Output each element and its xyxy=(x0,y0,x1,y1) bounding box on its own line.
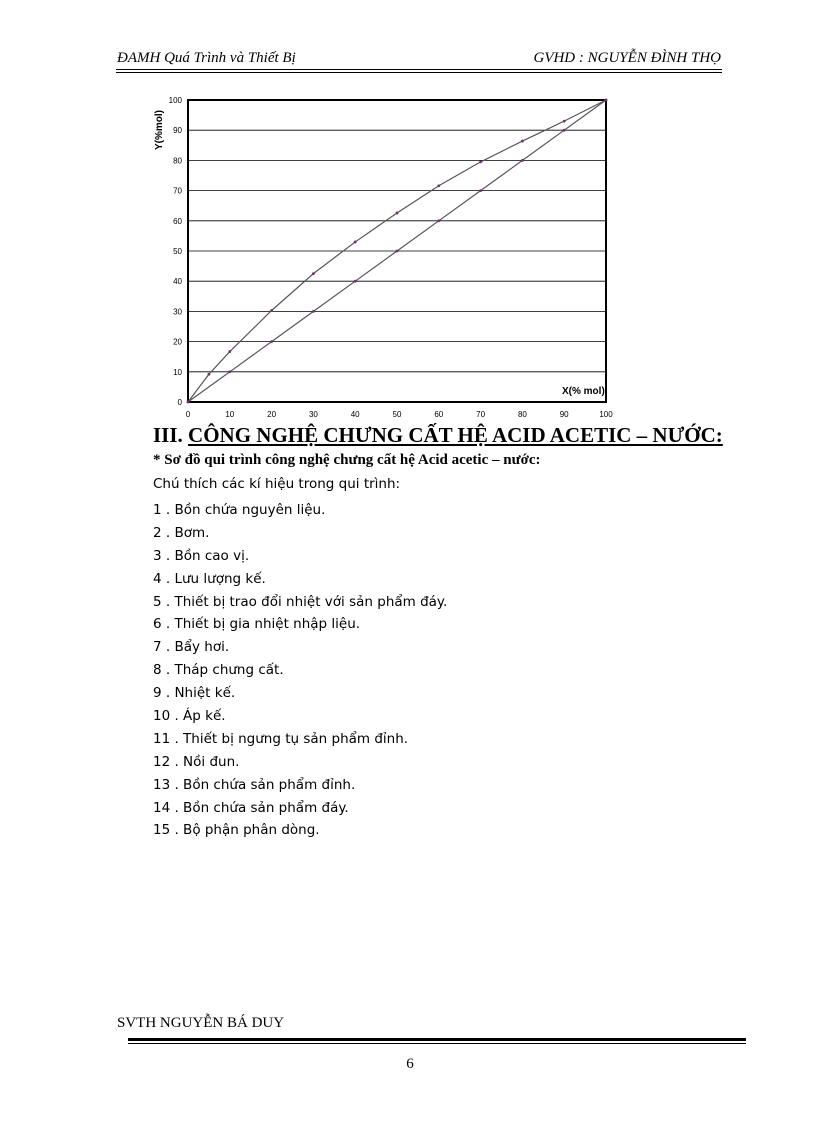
data-point xyxy=(270,309,273,312)
page-header xyxy=(117,50,721,70)
x-tick-label: 90 xyxy=(559,410,569,419)
header-instructor: GVHD : NGUYỄN ĐÌNH THỌ xyxy=(533,50,721,66)
data-point xyxy=(563,129,566,132)
footer-rule xyxy=(128,1038,746,1041)
data-point xyxy=(270,340,273,343)
legend-item: 13 . Bồn chứa sản phẩm đỉnh. xyxy=(153,776,356,793)
legend-item: 5 . Thiết bị trao đổi nhiệt với sản phẩm đáy. xyxy=(153,593,448,610)
legend-item: 6 . Thiết bị gia nhiệt nhập liệu. xyxy=(153,616,361,633)
legend-item: 4 . Lưu lượng kế. xyxy=(153,570,266,587)
legend-item: 14 . Bồn chứa sản phẩm đáy. xyxy=(153,799,349,816)
data-point xyxy=(208,373,211,376)
y-tick-label: 90 xyxy=(173,126,182,136)
legend-item: 10 . Áp kế. xyxy=(153,708,226,725)
section-heading xyxy=(153,423,723,448)
x-tick-label: 60 xyxy=(434,410,444,419)
legend-list xyxy=(153,499,447,842)
y-tick-label: 60 xyxy=(173,216,182,226)
data-point xyxy=(605,99,608,102)
data-point xyxy=(563,120,566,123)
header-rule xyxy=(116,72,722,73)
x-tick-label: 10 xyxy=(225,410,235,419)
y-tick-label: 40 xyxy=(173,277,182,287)
legend-item: 12 . Nồi đun. xyxy=(153,753,240,770)
y-tick-label: 20 xyxy=(173,337,182,347)
data-point xyxy=(312,272,315,275)
data-point xyxy=(479,161,482,164)
data-point xyxy=(354,280,357,283)
data-point xyxy=(479,189,482,192)
y-tick-label: 30 xyxy=(173,307,182,317)
legend-item: 11 . Thiết bị ngưng tụ sản phẩm đỉnh. xyxy=(153,730,409,747)
x-tick-label: 100 xyxy=(599,410,613,419)
footer-author: SVTH NGUYỄN BÁ DUY xyxy=(117,1015,285,1031)
data-point xyxy=(228,370,231,373)
x-tick-label: 40 xyxy=(350,410,360,419)
y-tick-label: 50 xyxy=(173,247,182,256)
y-tick-label: 80 xyxy=(173,156,182,166)
section-number: III. xyxy=(153,423,183,447)
data-point xyxy=(396,212,399,215)
data-point xyxy=(437,184,440,187)
y-tick-label: 10 xyxy=(173,367,182,377)
data-point xyxy=(187,401,190,404)
x-tick-label: 70 xyxy=(476,410,486,419)
data-point xyxy=(312,310,315,313)
data-point xyxy=(521,159,524,162)
section-title: CÔNG NGHỆ CHƯNG CẤT HỆ ACID ACETIC – NƯỚC: xyxy=(188,423,723,447)
x-tick-label: 0 xyxy=(185,410,191,419)
y-tick-label: 0 xyxy=(177,398,182,407)
data-point xyxy=(437,219,440,222)
data-point xyxy=(354,241,357,244)
chart-canvas xyxy=(150,90,630,420)
legend-item: 3 . Bồn cao vị. xyxy=(153,547,250,564)
footer-rule xyxy=(128,1043,746,1044)
page-number: 6 xyxy=(406,1056,414,1072)
process-diagram-subtitle: * Sơ đồ qui trình công nghệ chưng cất hệ Acid acetic – nước: xyxy=(153,452,541,468)
x-axis-label: X(% mol) xyxy=(562,386,605,397)
data-point xyxy=(521,140,524,143)
legend-item: 7 . Bẩy hơi. xyxy=(153,639,230,656)
legend-item: 1 . Bồn chứa nguyên liệu. xyxy=(153,502,326,518)
y-tick-label: 70 xyxy=(173,186,182,196)
equilibrium-chart xyxy=(150,90,630,420)
header-rule xyxy=(116,69,722,70)
y-axis-label: Y(%mol) xyxy=(154,110,165,150)
legend-item: 2 . Bơm. xyxy=(153,524,210,541)
x-tick-label: 30 xyxy=(308,410,318,419)
legend-item: 9 . Nhiệt kế. xyxy=(153,685,236,702)
legend-item: 8 . Tháp chưng cất. xyxy=(153,662,284,679)
legend-title: Chú thích các kí hiệu trong qui trình: xyxy=(153,476,401,492)
x-tick-label: 50 xyxy=(392,410,402,419)
x-tick-label: 20 xyxy=(267,410,277,419)
x-tick-label: 80 xyxy=(517,410,527,419)
data-point xyxy=(396,250,399,253)
header-course-title: ĐAMH Quá Trình và Thiết Bị xyxy=(117,50,296,66)
data-point xyxy=(228,350,231,353)
legend-item: 15 . Bộ phận phân dòng. xyxy=(153,822,320,839)
y-tick-label: 100 xyxy=(168,96,182,105)
